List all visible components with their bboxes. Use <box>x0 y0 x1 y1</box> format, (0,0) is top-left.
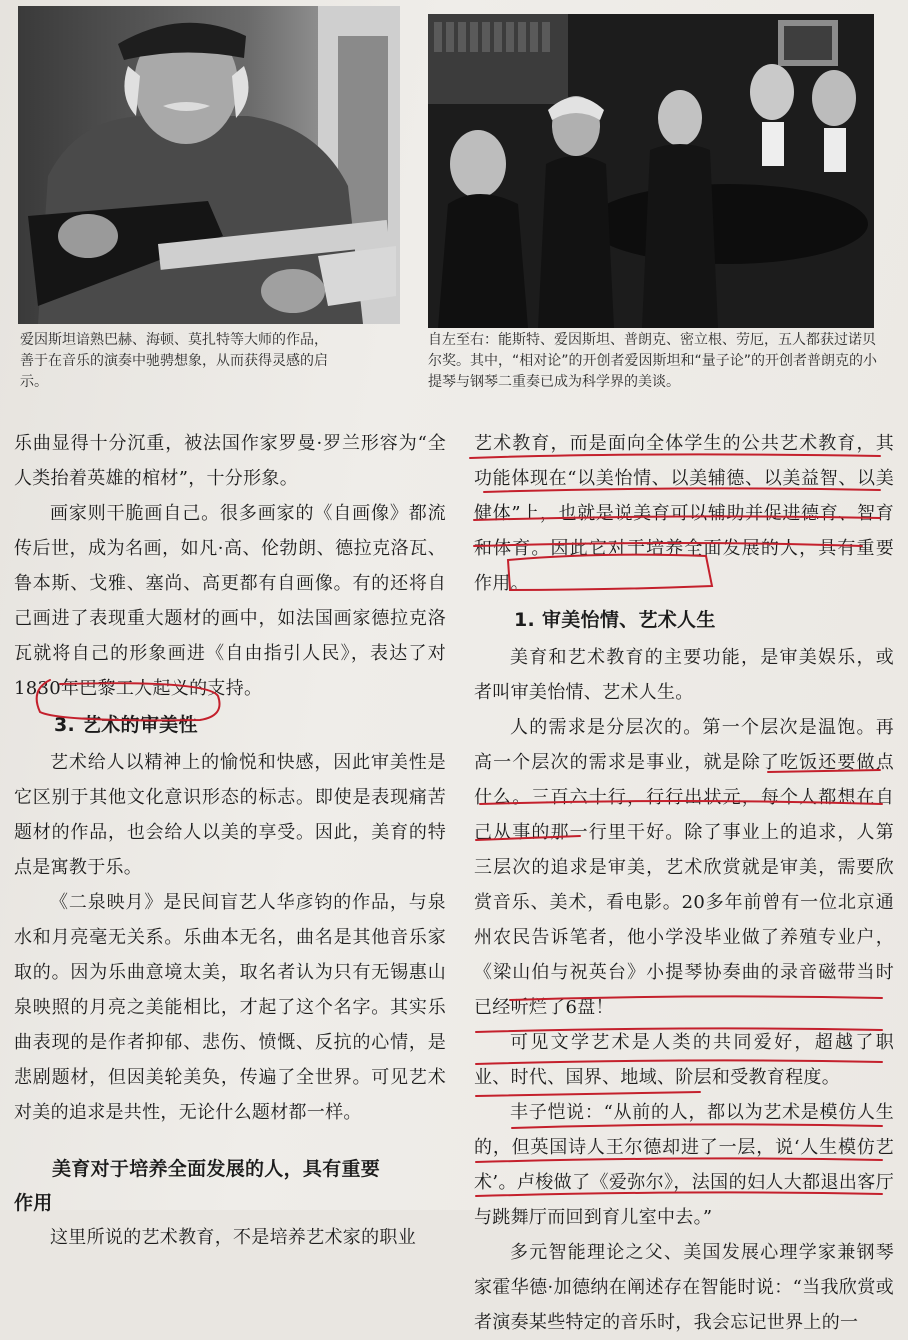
subheading-aesthetic: 3. 艺术的审美性 <box>54 714 198 736</box>
paragraph: 《二泉映月》是民间盲艺人华彦钧的作品，与泉水和月亮毫无关系。乐曲本无名，曲名是其他音乐家取的。因为乐曲意境太美，取名者认为只有无锡惠山泉映照的月亮之美能相比，才起了这个名字。其实乐曲表现的是作者抑郁、悲伤、愤慨、反抗的心情，是悲剧题材，但因美轮美奂，传遍了全世界。可见艺术对美的追求是共性，无论什么题材都一样。 <box>14 892 446 1123</box>
paragraph: 艺术给人以精神上的愉悦和快感，因此审美性是它区别于其他文化意识形态的标志。即使是表现痛苦题材的作品，也会给人以美的享受。因此，美育的特点是寓教于乐。 <box>14 752 446 878</box>
paragraph: 这里所说的艺术教育，不是培养艺术家的职业 <box>50 1227 416 1248</box>
paragraph: 可见文学艺术是人类的共同爱好，超越了职业、时代、国界、地域、阶层和受教育程度。 <box>474 1032 894 1088</box>
section-heading-line: 美育对于培养全面发展的人，具有重要 <box>52 1158 381 1180</box>
paragraph: 乐曲显得十分沉重，被法国作家罗曼·罗兰形容为“全人类抬着英雄的棺材”，十分形象。 <box>14 433 446 489</box>
right-column <box>474 426 894 1340</box>
subheading-aesthetic-life: 1. 审美怡情、艺术人生 <box>514 609 716 631</box>
paragraph: 多元智能理论之父、美国发展心理学家兼钢琴家霍华德·加德纳在阐述存在智能时说：“当我欣赏或者演奏某些特定的音乐时，我会忘记世界上的一 <box>474 1242 894 1333</box>
photo-caption-left: 爱因斯坦谙熟巴赫、海顿、莫扎特等大师的作品，善于在音乐的演奏中驰骋想象，从而获得灵感的启示。 <box>20 332 328 390</box>
paragraph: 画家则干脆画自己。很多画家的《自画像》都流传后世，成为名画，如凡·高、伦勃朗、德拉克洛瓦、鲁本斯、戈雅、塞尚、高更都有自画像。有的还将自己画进了表现重大题材的画中，如法国画家德拉克洛瓦就将自己的形象画进《自由指引人民》，表达了对1830年巴黎工人起义的支持。 <box>14 503 446 699</box>
paragraph: 艺术教育，而是面向全体学生的公共艺术教育，其功能体现在“以美怡情、以美辅德、以美益智、以美健体”上，也就是说美育可以辅助并促进德育、智育和体育。因此它对于培养全面发展的人，具有重要作用。 <box>474 433 894 594</box>
paragraph: 丰子恺说：“从前的人，都以为艺术是模仿人生的，但英国诗人王尔德却进了一层，说‘人生模仿艺术’。卢梭做了《爱弥尔》，法国的妇人大都退出客厅与跳舞厅而回到育儿室中去。” <box>474 1102 894 1228</box>
photo-einstein-guitar <box>18 6 400 324</box>
paragraph: 人的需求是分层次的。第一个层次是温饱。再高一个层次的需求是事业，就是除了吃饭还要做点什么。三百六十行，行行出状元，每个人都想在自己从事的那一行里干好。除了事业上的追求，人第三层次的追求是审美，艺术欣赏就是审美，需要欣赏音乐、美术，看电影。20多年前曾有一位北京通州农民告诉笔者，他小学没毕业做了养殖专业户，《梁山伯与祝英台》小提琴协奏曲的录音磁带当时已经听烂了6盘！ <box>474 717 894 1018</box>
photo-caption-right: 自左至右：能斯特、爱因斯坦、普朗克、密立根、劳厄，五人都获过诺贝尔奖。其中，“相对论”的开创者爱因斯坦和“量子论”的开创者普朗克的小提琴与钢琴二重奏已成为科学界的美谈。 <box>428 332 878 390</box>
paragraph: 美育和艺术教育的主要功能，是审美娱乐，或者叫审美怡情、艺术人生。 <box>474 647 894 703</box>
left-column <box>14 426 446 1255</box>
photo-nobel-laureates <box>428 14 874 328</box>
section-heading-line: 作用 <box>14 1192 53 1214</box>
